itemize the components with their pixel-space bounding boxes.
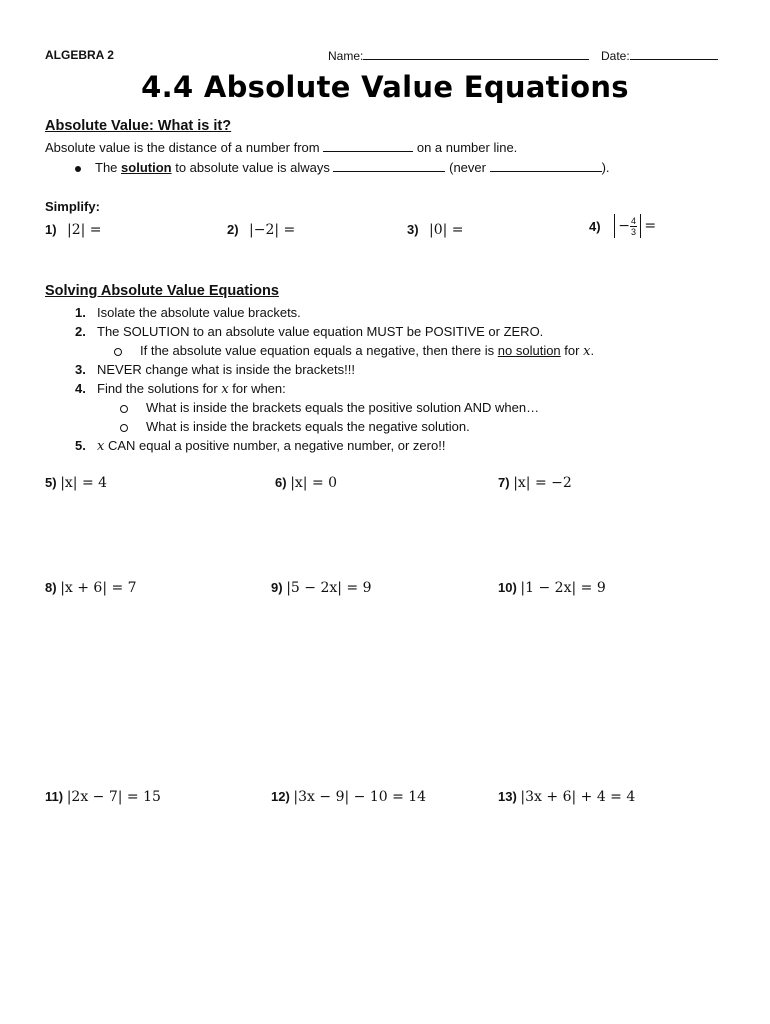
problem-num: 13) [498, 789, 517, 804]
abs-bar-right [640, 214, 641, 238]
solving-heading: Solving Absolute Value Equations [45, 283, 279, 299]
abs-bar-left [614, 214, 615, 238]
sub2-text-a: If the absolute value equation equals a negative, then there is [140, 343, 495, 358]
date-label: Date: [601, 49, 630, 63]
sub2-var: x [583, 344, 591, 359]
problem-expr: |5 − 2x| = 9 [286, 580, 372, 596]
date-blank [630, 48, 718, 60]
problem-num: 6) [275, 475, 287, 490]
problem-expr: |x| = 4 [60, 475, 108, 491]
problem-num: 12) [271, 789, 290, 804]
sub2-end: . [590, 343, 595, 358]
bullet-text-b: to absolute value is always [175, 160, 330, 175]
simplify-item-4 [589, 214, 656, 238]
bullet-icon [75, 166, 81, 172]
intro-text-b: on a number line. [416, 140, 518, 155]
simplify-item-1 [45, 222, 102, 238]
fraction-numerator: 4 [631, 215, 637, 226]
sub4-text-1: What is inside the brackets equals the positive solution AND when… [146, 400, 540, 415]
step-4 [75, 381, 286, 397]
step-num-3: 3. [75, 362, 86, 377]
simplify-expr-3: |0| = [429, 222, 464, 238]
bullet-text-c: (never [449, 160, 486, 175]
simplify-sign-4: − [618, 218, 631, 234]
simplify-item-3 [407, 222, 464, 238]
step-num-4: 4. [75, 381, 86, 396]
problem-expr: |x| = 0 [290, 475, 338, 491]
name-field [328, 48, 589, 63]
problem-expr: |1 − 2x| = 9 [520, 580, 606, 596]
problem-13 [498, 789, 635, 805]
simplify-item-2 [227, 222, 295, 238]
problem-num: 9) [271, 580, 283, 595]
sub4-text-2: What is inside the brackets equals the negative solution. [146, 419, 470, 434]
simplify-label: Simplify: [45, 199, 100, 214]
step-text-4a: Find the solutions for [97, 381, 218, 396]
step-var-5: x [97, 439, 105, 454]
step-text-5: CAN equal a positive number, a negative number, or zero!! [107, 438, 446, 453]
step-3 [75, 362, 355, 377]
step-num-1: 1. [75, 305, 86, 320]
simplify-num-2: 2) [227, 222, 239, 237]
date-field [601, 48, 718, 63]
problem-7 [498, 475, 572, 491]
simplify-expr-1: |2| = [67, 222, 102, 238]
sub-bullet-icon [120, 405, 128, 413]
intro-text-a: Absolute value is the distance of a number from [45, 140, 320, 155]
course-label: ALGEBRA 2 [45, 48, 114, 62]
problem-10 [498, 580, 606, 596]
problem-expr: |x + 6| = 7 [60, 580, 137, 596]
step-num-5: 5. [75, 438, 86, 453]
never-blank [490, 160, 602, 172]
problem-num: 5) [45, 475, 57, 490]
bullet-text-a: The [95, 160, 118, 175]
simplify-expr-2: |−2| = [249, 222, 296, 238]
problem-expr: |3x − 9| − 10 = 14 [293, 789, 427, 805]
sub-bullet-icon [114, 348, 122, 356]
step-2-sub [114, 343, 594, 359]
fraction [630, 216, 637, 237]
simplify-num-3: 3) [407, 222, 419, 237]
problem-12 [271, 789, 426, 805]
step-4-sub-1 [120, 400, 539, 415]
step-1 [75, 305, 301, 320]
problem-9 [271, 580, 372, 596]
always-blank [333, 160, 445, 172]
step-num-2: 2. [75, 324, 86, 339]
name-label: Name: [328, 49, 364, 63]
intro-heading: Absolute Value: What is it? [45, 118, 232, 134]
step-text-4b: for when: [232, 381, 286, 396]
step-text-3: NEVER change what is inside the brackets!!! [97, 362, 355, 377]
distance-blank [323, 140, 413, 152]
page-title: 4.4 Absolute Value Equations [141, 70, 629, 104]
bullet-text-d: ). [601, 160, 610, 175]
problem-num: 10) [498, 580, 517, 595]
intro-line [45, 140, 517, 155]
simplify-eq-4: = [644, 218, 657, 234]
intro-bullet [75, 160, 610, 175]
simplify-num-4: 4) [589, 218, 601, 234]
problem-6 [275, 475, 337, 491]
bullet-text-solution: solution [121, 160, 172, 175]
fraction-denominator: 3 [631, 226, 637, 237]
problem-num: 8) [45, 580, 57, 595]
simplify-num-1: 1) [45, 222, 57, 237]
step-text-2: The SOLUTION to an absolute value equation MUST be POSITIVE or ZERO. [97, 324, 544, 339]
name-blank [363, 48, 589, 60]
step-4-sub-2 [120, 419, 470, 434]
sub2-text-b: for [564, 343, 580, 358]
problem-expr: |3x + 6| + 4 = 4 [520, 789, 636, 805]
problem-expr: |x| = −2 [513, 475, 572, 491]
problem-8 [45, 580, 137, 596]
problem-expr: |2x − 7| = 15 [66, 789, 161, 805]
step-2 [75, 324, 543, 339]
problem-11 [45, 789, 161, 805]
sub-bullet-icon [120, 424, 128, 432]
sub2-no-solution: no solution [497, 343, 561, 358]
step-5 [75, 438, 445, 454]
step-var-4: x [221, 382, 229, 397]
problem-5 [45, 475, 107, 491]
problem-num: 11) [45, 789, 64, 804]
problem-num: 7) [498, 475, 510, 490]
step-text-1: Isolate the absolute value brackets. [97, 305, 301, 320]
